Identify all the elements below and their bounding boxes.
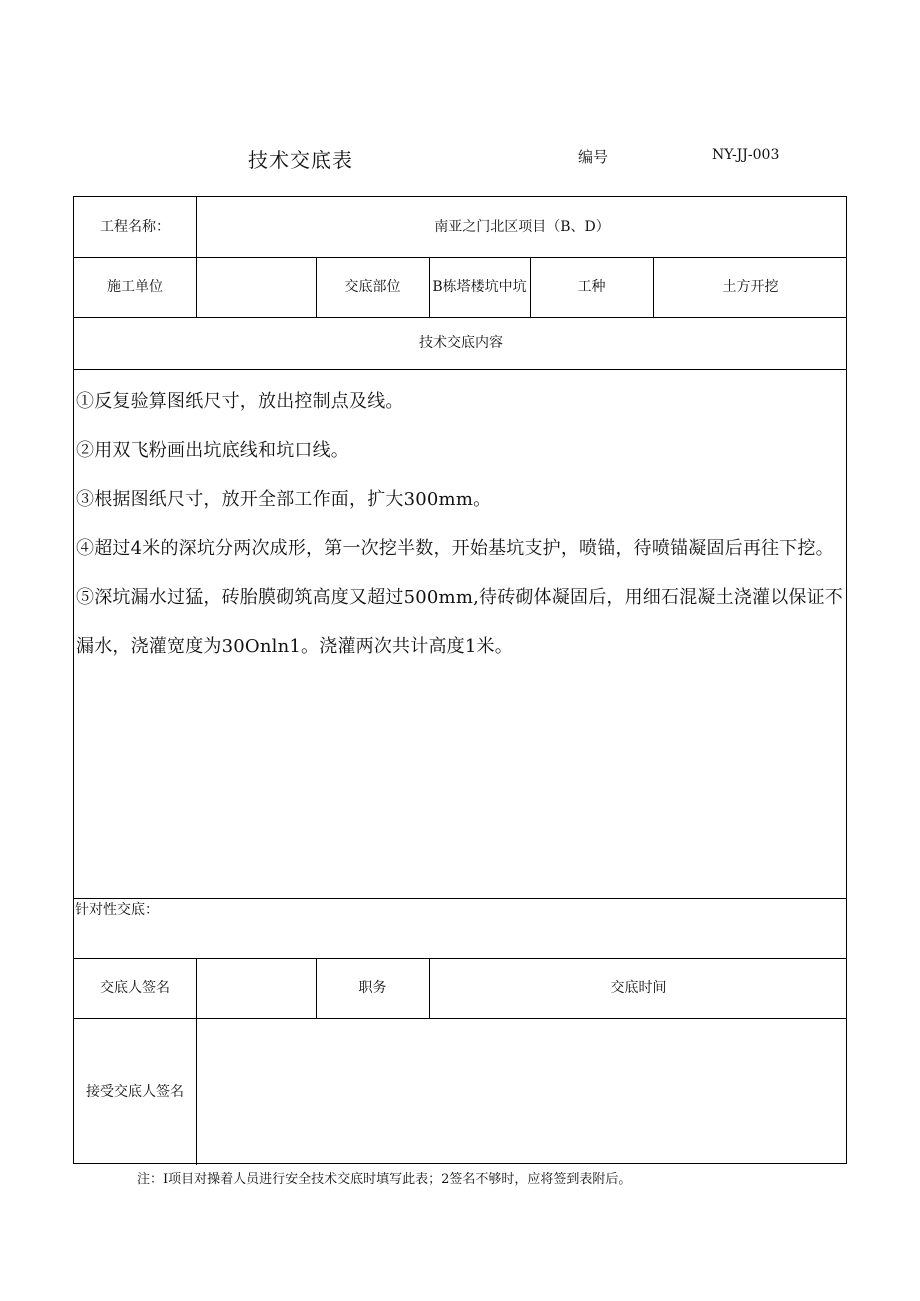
disclosure-time-label: 交底时间 bbox=[610, 980, 667, 996]
code-value: NY-JJ-003 bbox=[712, 147, 780, 163]
trade-value: 土方开挖 bbox=[722, 279, 779, 295]
disclosure-part-value: B栋塔楼坑中坑 bbox=[432, 279, 527, 295]
construction-unit-value[interactable] bbox=[196, 257, 316, 317]
targeted-disclosure-label: 针对性交底： bbox=[75, 902, 159, 918]
content-line: ⑤深坑漏水过猛，砖胎膜砌筑高度又超过500mm,待砖砌体凝固后，用细石混凝土浇灌以保证不漏水，浇灌宽度为30Onln1。浇灌两次共计高度1米。 bbox=[76, 587, 844, 657]
construction-unit-label: 施工单位 bbox=[107, 279, 163, 295]
content-line: ④超过4米的深坑分两次成形，第一次挖半数，开始基坑支护，喷锚，待喷锚凝固后再往下挖。 bbox=[76, 538, 834, 559]
receiver-signature-field[interactable] bbox=[196, 1018, 848, 1165]
content-line: ③根据图纸尺寸，放开全部工作面，扩大300mm。 bbox=[76, 489, 492, 510]
giver-signature-label: 交底人签名 bbox=[100, 980, 170, 996]
position-label: 职务 bbox=[358, 980, 387, 996]
receiver-signature-label: 接受交底人签名 bbox=[86, 1083, 184, 1100]
disclosure-table bbox=[73, 196, 847, 1164]
footnote: 注：I项目对操着人员进行安全技术交底时填写此表；2签名不够时，应将签到表附后。 bbox=[137, 1172, 632, 1187]
disclosure-part-label: 交底部位 bbox=[344, 279, 401, 295]
content-line: ②用双飞粉画出坑底线和坑口线。 bbox=[76, 440, 349, 461]
project-name-label: 工程名称： bbox=[100, 219, 170, 235]
trade-label: 工种 bbox=[577, 279, 606, 295]
content-line: ①反复验算图纸尺寸，放出控制点及线。 bbox=[76, 391, 404, 412]
doc-title: 技术交底表 bbox=[248, 148, 353, 172]
disclosure-content bbox=[76, 377, 846, 671]
content-heading: 技术交底内容 bbox=[419, 335, 503, 351]
project-name-value: 南亚之门北区项目（B、D） bbox=[434, 219, 610, 235]
giver-signature-field[interactable] bbox=[196, 958, 316, 1018]
code-label: 编号 bbox=[578, 148, 609, 166]
